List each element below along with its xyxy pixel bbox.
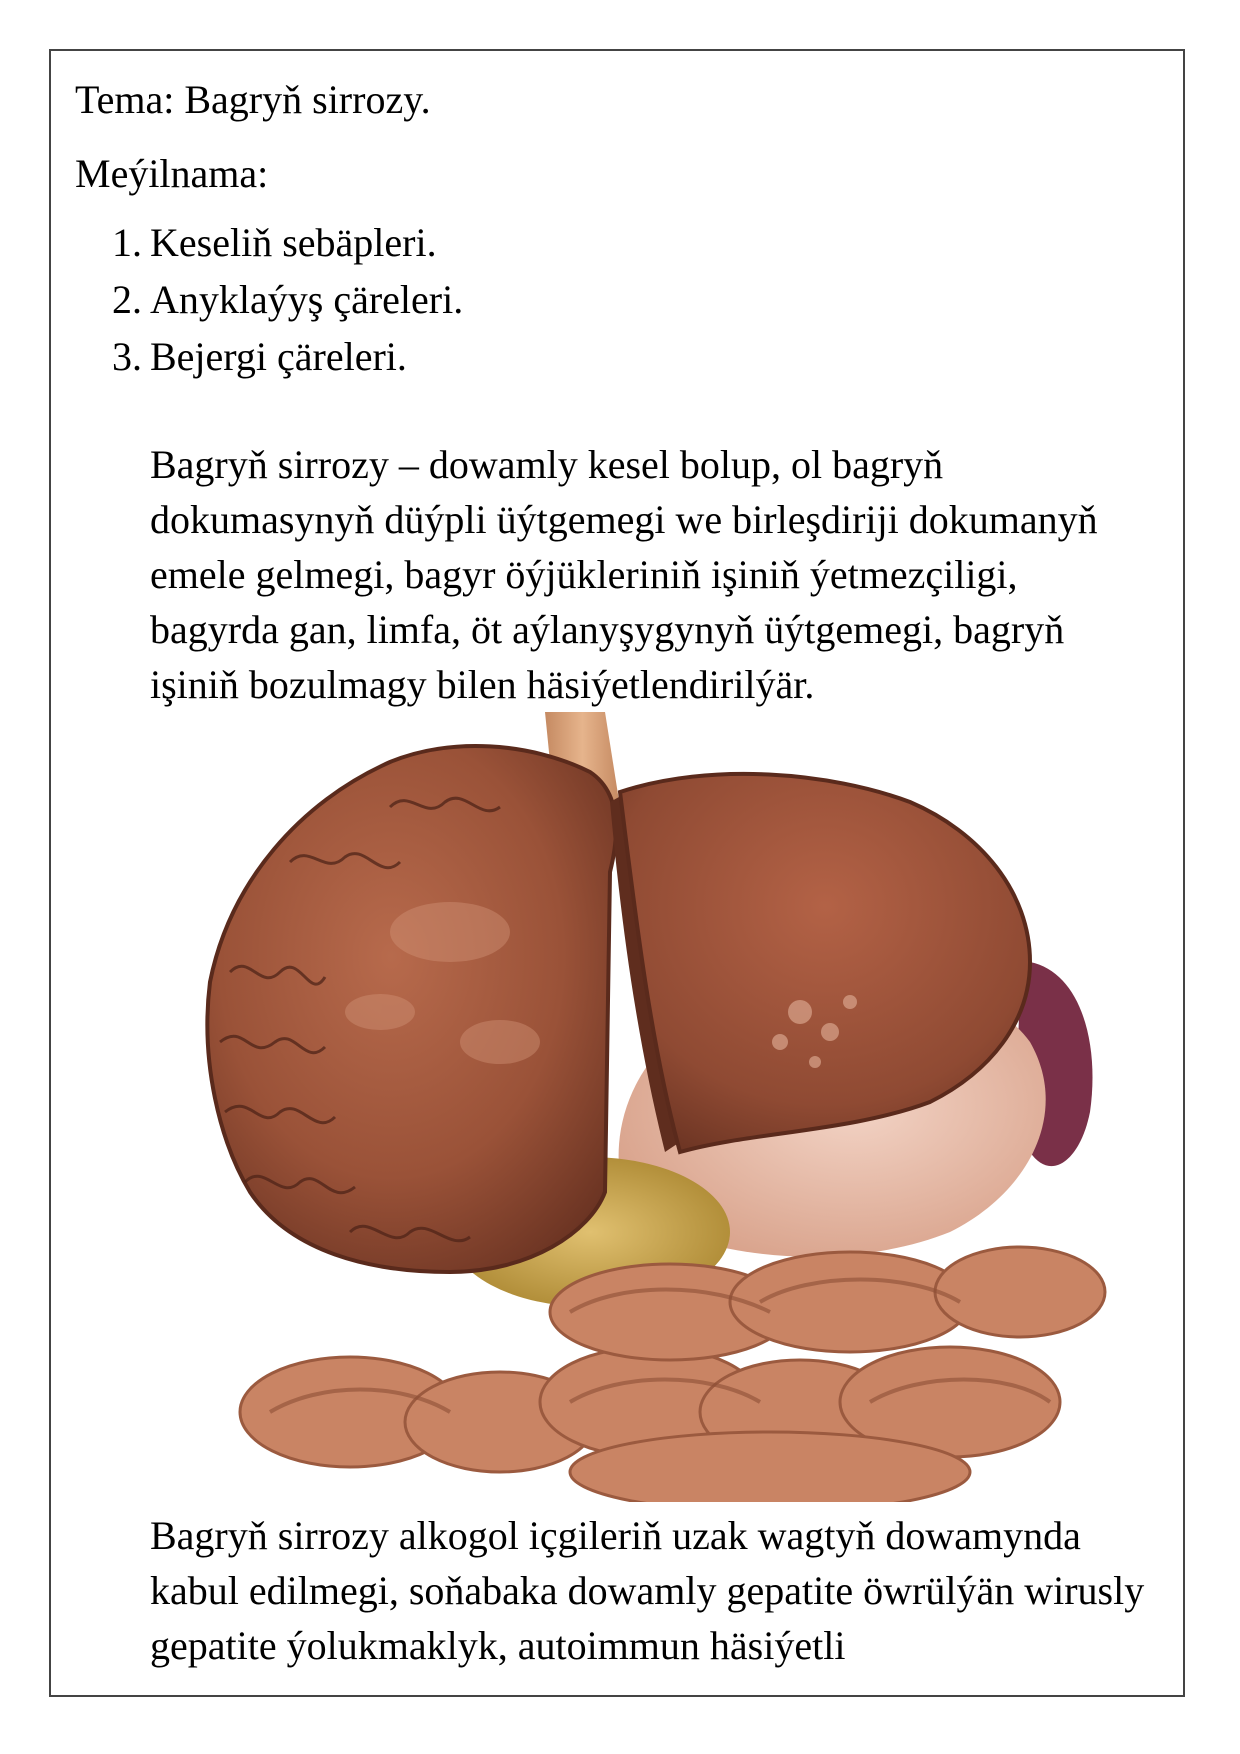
plan-item-number: 2. <box>112 277 142 322</box>
plan-item <box>112 328 463 385</box>
definition-paragraph: Bagryň sirrozy – dowamly kesel bolup, ol bagryň dokumasynyň düýpli üýtgemegi we birleşdiriji dokumanyň emele gelmegi, bagyr öýjükleriniň işiniň ýetmezçiligi, bagyrda gan, limfa, öt aýlanyşygynyň üýtgemegi, bagryň işiniň bozulmagy bilen häsiýetlendirilýär. <box>150 442 1098 707</box>
plan-list <box>112 214 463 385</box>
plan-item <box>112 214 463 271</box>
plan-item-text: Bejergi çäreleri. <box>150 334 407 379</box>
liver-illustration-svg <box>150 712 1150 1502</box>
intestines-group <box>240 1247 1105 1502</box>
causes-paragraph: Bagryň sirrozy alkogol içgileriň uzak wagtyň dowamynda kabul edilmegi, soňabaka dowamly gepatite öwrülýän wirusly gepatite ýolukmaklyk, autoimmun häsiýetli <box>150 1513 1145 1668</box>
plan-heading: Meýilnama: <box>75 151 269 196</box>
plan-item-number: 1. <box>112 220 142 265</box>
plan-item-text: Keseliň sebäpleri. <box>150 220 437 265</box>
plan-item-text: Anyklaýyş çäreleri. <box>150 277 464 322</box>
topic-title: Tema: Bagryň sirrozy. <box>75 77 431 122</box>
plan-item-number: 3. <box>112 334 142 379</box>
liver-illustration <box>150 712 1150 1502</box>
plan-item <box>112 271 463 328</box>
